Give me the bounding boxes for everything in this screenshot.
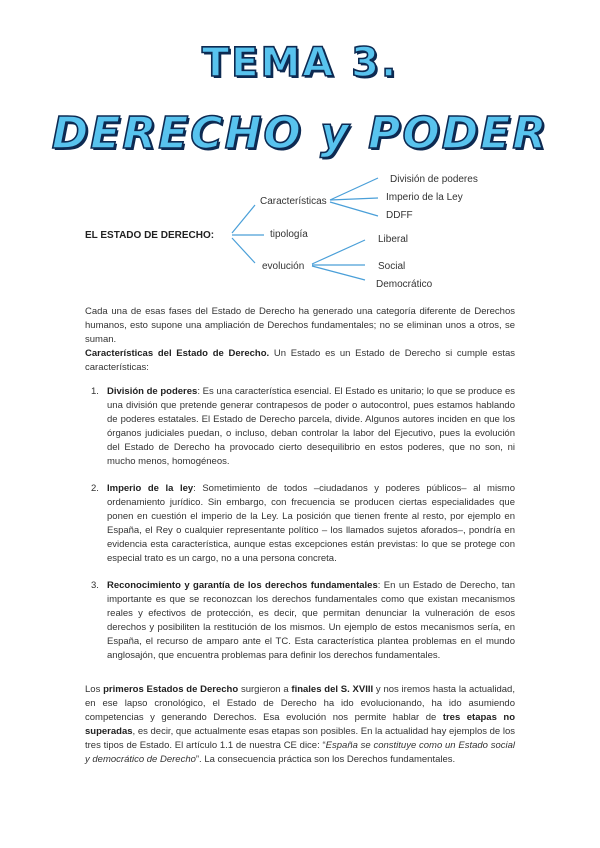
branch-tipologia: tipología (270, 229, 308, 240)
intro-paragraph: Cada una de esas fases del Estado de Derecho ha generado una categoría diferente de Derechos humanos, esto supone una ampliación de Derechos fundamentales; no se eliminan unos a otros, se suman. (85, 306, 515, 345)
leaf-imperio-ley: Imperio de la Ley (386, 192, 463, 203)
item-title: Reconocimiento y garantía de los derechos fundamentales (107, 580, 378, 591)
list-item: 3. Reconocimiento y garantía de los derechos fundamentales: En un Estado de Derecho, tan importante es que se reconozcan los derechos fundamentales como que existan mecanismos reales y efectivos de protección, es decir, que permitan denunciar la vulneración de esos derechos y posibiliten la restitución de los mismos. Un ejemplo de estos mecanismos sería, en España, el recurso de amparo ante el TC. Esta característica plantea problemas en el mundo anglosajón, que encuentra problemas para definir los derechos fundamentales. (91, 580, 515, 661)
item-text: : En un Estado de Derecho, tan importante es que se reconozcan los derechos fundamentales como que existan mecanismos reales y efectivos de protección, es decir, que permitan denunciar la vulneración de esos derechos y posibiliten la restitución de los mismos. Un ejemplo de estos mecanismos sería, en España, el recurso de amparo ante el TC. Esta característica plantea problemas en el mundo anglosajón, que encuentra problemas para definir los derechos fundamentales. (107, 580, 515, 661)
connector-car-imperio (330, 198, 378, 200)
characteristics-heading: Características del Estado de Derecho. (85, 348, 270, 359)
title-line-1: TEMA 3. (201, 40, 399, 86)
characteristics-list (91, 385, 515, 676)
leaf-democratico: Democrático (376, 279, 433, 290)
connector-root-caracteristicas (232, 205, 255, 233)
connector-car-ddff (330, 202, 378, 216)
branch-evolucion: evolución (262, 261, 305, 272)
branch-caracteristicas: Características (260, 196, 327, 207)
item-text: : Es una característica esencial. El Estado es unitario; lo que se produce es una división que pretende generar contrapesos de poder o autocontrol, pues estamos hablando de poderes estatales. El Estado de Derecho parcela, divide. Algunos autores inciden en que los órganos judiciales puedan, o incluso, deban controlar la labor del Ejecutivo, pues la evolución del Estado de Derecho ha provocado cierto desequilibrio en estos poderes, que no son, ni mucho menos, homogéneos. (107, 386, 515, 467)
list-item: 1. División de poderes: Es una característica esencial. El Estado es unitario; lo que se produce es una división que pretende generar contrapesos de poder o autocontrol, pues estamos hablando de poderes estatales. El Estado de Derecho parcela, divide. Algunos autores inciden en que los órganos judiciales puedan, o incluso, deban controlar la labor del Ejecutivo, pues la evolución del Estado de Derecho ha provocado cierto desequilibrio en estos poderes, que no son, ni mucho menos, homogéneos. (91, 386, 515, 467)
list-item: 2. Imperio de la ley: Sometimiento de todos –ciudadanos y poderes públicos– al mismo ordenamiento jurídico. Sin embargo, con frecuencia se producen ciertas especialidades que ponen en cuestión el imperio de la Ley. La posición que tienen frente al resto, por ejemplo en España, el Rey o cualquier representante político – los llamados sujetos aforados–, pondría en evidencia esta característica, aunque estas excepciones están previstas: lo que se protege con especial trato es un cargo, no a una persona concreta. (91, 483, 515, 564)
leaf-social: Social (378, 261, 406, 272)
item-text: : Sometimiento de todos –ciudadanos y poderes públicos– al mismo ordenamiento jurídico. Sin embargo, con frecuencia se producen ciertas especialidades que ponen en cuestión el imperio de la Ley. La posición que tienen frente al resto, por ejemplo en España, el Rey o cualquier representante político – los llamados sujetos aforados–, pondría en evidencia esta característica, aunque estas excepciones están previstas: lo que se protege con especial trato es un cargo, no a una persona concreta. (107, 483, 515, 564)
constitution-quote: España se constituye como un Estado social y democrático de Derecho (85, 740, 515, 765)
title-line-2: DERECHO y PODER (51, 108, 549, 159)
leaf-liberal: Liberal (378, 234, 409, 245)
diagram-root-label: EL ESTADO DE DERECHO: (85, 230, 215, 241)
intro-section (85, 305, 515, 375)
connector-evo-democratico (312, 266, 365, 280)
connector-car-division (330, 178, 378, 200)
connector-evo-liberal (312, 240, 365, 264)
leaf-division-poderes: División de poderes (390, 174, 478, 185)
item-title: Imperio de la ley (107, 483, 194, 494)
leaf-ddff: DDFF (386, 210, 413, 221)
connector-root-evolucion (232, 238, 255, 263)
closing-paragraph: Los primeros Estados de Derecho surgieron a finales del S. XVIII y nos iremos hasta la actualidad, en ese lapso cronológico, el Estado de Derecho ha ido evolucionando, ha ido asumiendo competencias y generando Derechos. Esa evolución nos permite hablar de tres etapas no superadas, es decir, que actualmente esas etapas son posibles. En la actualidad hay ejemplos de los tres tipos de Estado. El artículo 1.1 de nuestra CE dice: “España se constituye como un Estado social y democrático de Derecho”. La consecuencia práctica son los Derechos fundamentales. (85, 684, 515, 765)
item-title: División de poderes (107, 386, 198, 397)
characteristics-intro: Características del Estado de Derecho. Un Estado es un Estado de Derecho si cumple estas características: (85, 348, 515, 373)
